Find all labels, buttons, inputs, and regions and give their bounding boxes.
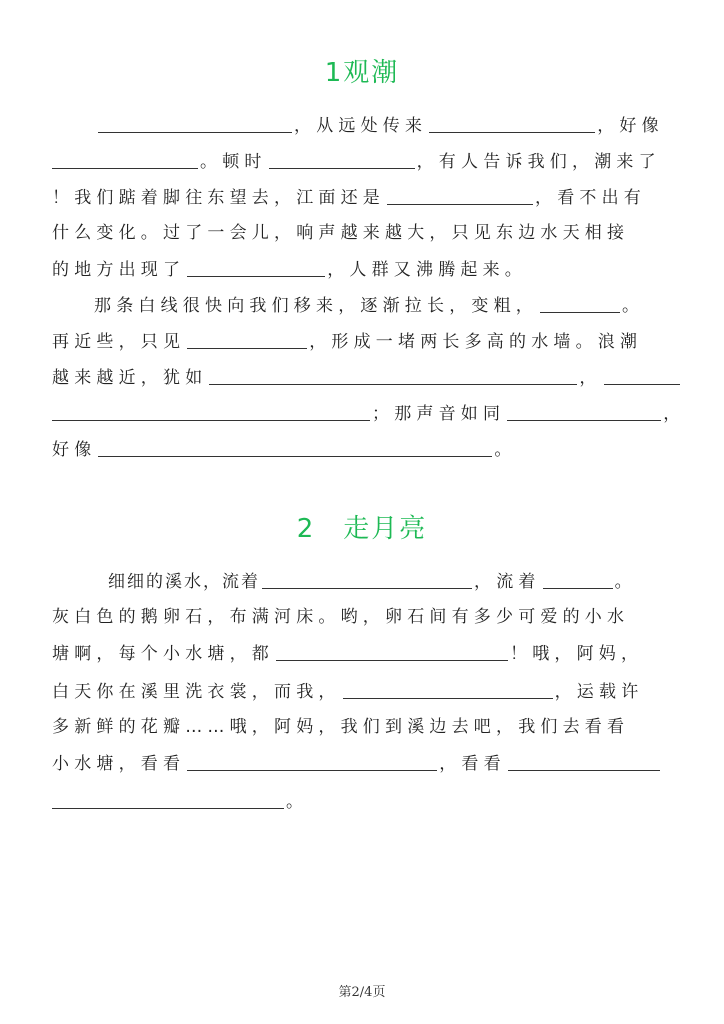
text: ！哦，阿妈， [510, 644, 644, 664]
text: 小水塘，看看 [52, 754, 186, 774]
text: 多新鲜的花瓣……哦，阿妈，我们到溪边去吧，我们去看看 [52, 717, 630, 737]
text: ，流着 [474, 572, 541, 592]
fill-blank[interactable] [52, 400, 370, 421]
text: 什么变化。过了一会儿，响声越来越大，只见东边水天相接 [52, 223, 630, 243]
text: ，从远处传来 [294, 116, 428, 136]
text-line [52, 218, 629, 248]
text: ， [663, 404, 686, 424]
text: 塘啊，每个小水塘，都 [52, 644, 274, 664]
fill-blank[interactable] [543, 568, 613, 589]
text-line [52, 676, 643, 706]
fill-blank[interactable] [187, 750, 437, 771]
fill-blank[interactable] [187, 256, 325, 277]
text-line [52, 182, 646, 212]
text: 好像 [52, 440, 97, 460]
text: ；那声音如同 [372, 404, 506, 424]
fill-blank[interactable] [52, 788, 284, 809]
text: ，人群又沸腾起来。 [327, 260, 528, 280]
text-line [52, 638, 643, 668]
text: ，看不出有 [535, 188, 646, 208]
text-line [52, 254, 527, 284]
text-line [52, 786, 308, 816]
text: ，有人告诉我们，潮来了 [416, 152, 661, 172]
text-line [52, 398, 685, 428]
fill-blank[interactable] [262, 568, 472, 589]
fill-blank[interactable] [429, 112, 595, 133]
fill-blank[interactable] [507, 400, 661, 421]
fill-blank[interactable] [269, 148, 415, 169]
text: 越来越近，犹如 [52, 368, 208, 388]
text-line [108, 566, 637, 596]
text-line [52, 712, 629, 742]
text-line [52, 362, 682, 392]
text: 。顿时 [200, 152, 267, 172]
fill-blank[interactable] [343, 678, 553, 699]
fill-blank[interactable] [187, 328, 307, 349]
text-line [52, 434, 517, 464]
fill-blank[interactable] [98, 112, 292, 133]
text: 那条白线很快向我们移来，逐渐拉长，变粗， [94, 296, 538, 316]
text: ，好像 [597, 116, 664, 136]
text: 白天你在溪里洗衣裳，而我， [52, 682, 341, 702]
text-line [96, 110, 664, 140]
fill-blank[interactable] [209, 364, 577, 385]
text: ，看看 [439, 754, 506, 774]
text: 灰白色的鹅卵石，布满河床。哟，卵石间有多少可爱的小水 [52, 607, 630, 627]
text-line [52, 602, 629, 632]
text-line [52, 146, 661, 176]
text: 的地方出现了 [52, 260, 186, 280]
text: ，运载许 [554, 682, 644, 702]
text: 。 [622, 296, 645, 316]
fill-blank[interactable] [508, 750, 660, 771]
fill-blank[interactable] [52, 148, 198, 169]
section-title-zouyueliang: 2 走月亮 [296, 514, 428, 544]
text: 细细的溪水，流着 [108, 572, 260, 592]
fill-blank[interactable] [540, 292, 620, 313]
text: 。 [494, 440, 517, 460]
page-number: 第2/4页 [338, 985, 386, 1000]
text: 。 [614, 572, 637, 592]
fill-blank[interactable] [387, 184, 533, 205]
text: 。 [286, 792, 309, 812]
fill-blank[interactable] [98, 436, 492, 457]
fill-blank[interactable] [276, 640, 508, 661]
text-line [52, 748, 662, 778]
text: 再近些，只见 [52, 332, 186, 352]
text-line [52, 326, 642, 356]
fill-blank[interactable] [604, 364, 680, 385]
section-title-guanchao: 1观潮 [324, 58, 400, 88]
text: ， [579, 368, 602, 388]
text: ！我们踮着脚往东望去，江面还是 [52, 188, 385, 208]
text: ，形成一堵两长多高的水墙。浪潮 [309, 332, 643, 352]
text-line [94, 290, 644, 320]
